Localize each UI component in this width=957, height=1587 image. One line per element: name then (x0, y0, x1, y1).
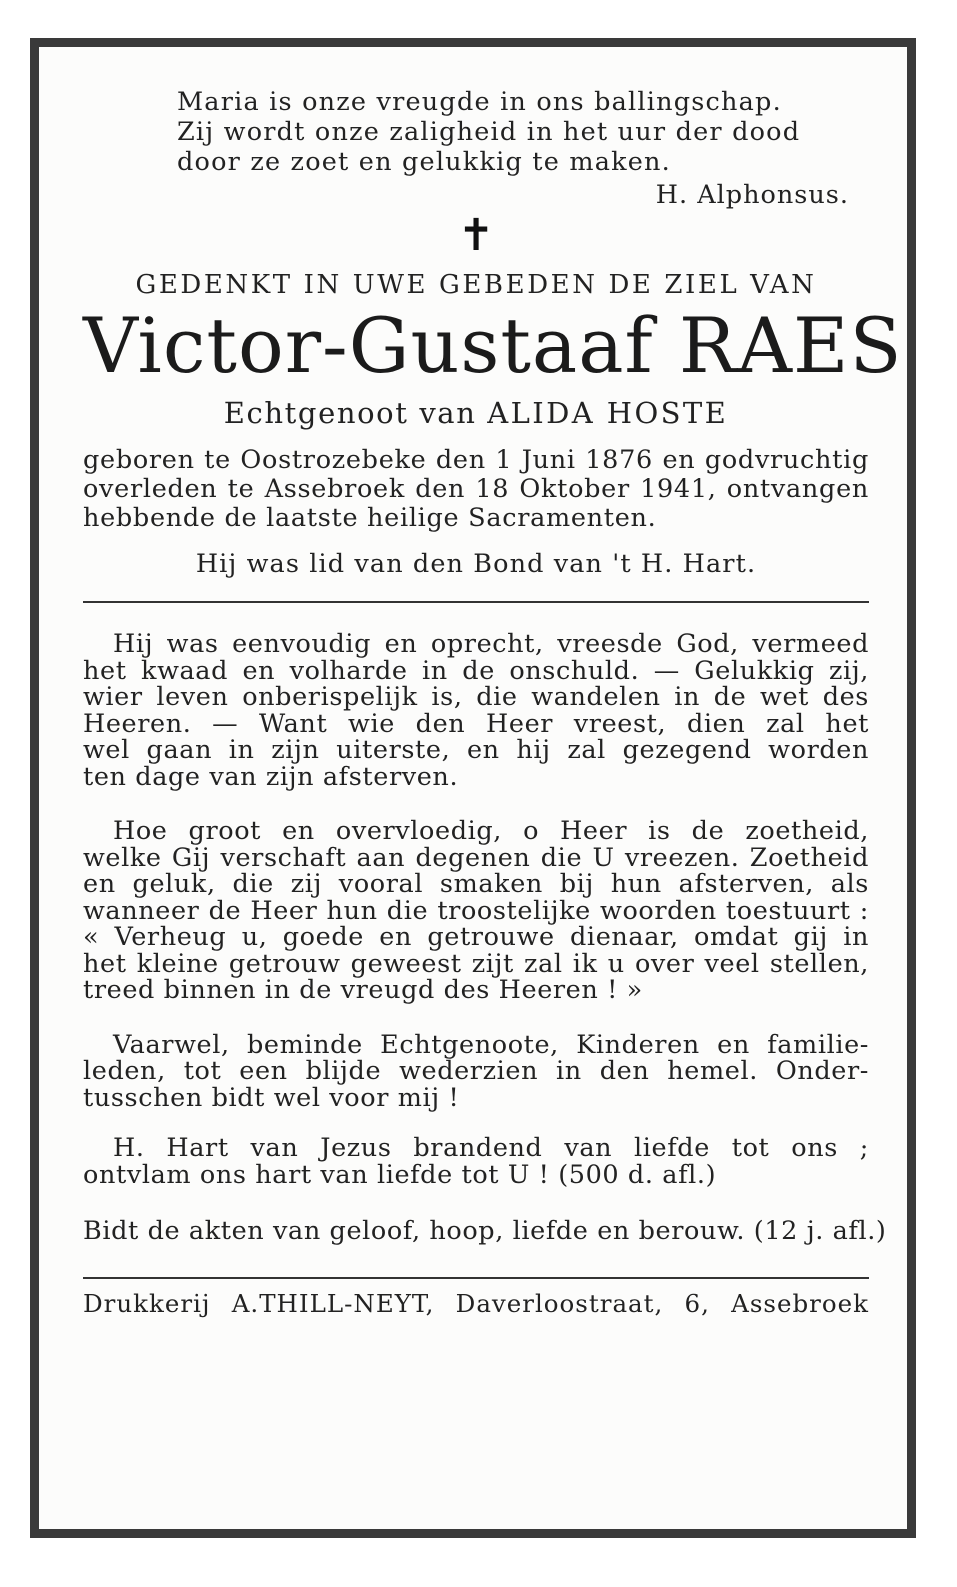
text-line: het kwaad en volharde in de onschuld. — Gelukkig zij, (83, 655, 869, 686)
spouse-name: ALIDA HOSTE (487, 396, 729, 430)
text-line: welke Gij verschaft aan degenen die U vreezen. Zoetheid (83, 842, 869, 873)
motto (177, 87, 869, 177)
text-line: Vaarwel, beminde Echtgenoote, Kinderen en familie- (113, 1029, 869, 1060)
text-line: wanneer de Heer hun die troostelijke woorden toestuurt : (83, 895, 869, 926)
text-line: H. Hart van Jezus brandend van liefde tot ons ; (113, 1133, 869, 1163)
spouse-prefix: Echtgenoot van (223, 396, 477, 430)
text-line: ontvlam ons hart van liefde tot U ! (500 d. afl.) (83, 1159, 717, 1190)
deceased-name (83, 300, 903, 392)
info-line: geboren te Oostrozebeke den 1 Juni 1876 en godvruchtig (83, 445, 869, 475)
card-content (83, 87, 903, 1318)
given-names: Victor-Gustaaf (83, 301, 654, 390)
memorial-card (30, 38, 916, 1538)
spouse-line (83, 396, 869, 430)
text-line: wier leven onberispelijk is, die wandelen in de wet des (83, 682, 869, 712)
paragraph-sweetness (83, 818, 869, 1004)
paragraph-farewell (83, 1029, 869, 1113)
motto-line: Zij wordt onze zaligheid in het uur der dood (177, 117, 801, 147)
info-line: overleden te Assebroek den 18 Oktober 1941, ontvangen (83, 474, 869, 504)
text-line: en geluk, die zij vooral smaken bij hun afsterven, als (83, 869, 869, 899)
motto-line: door ze zoet en gelukkig te maken. (177, 147, 671, 177)
motto-line: Maria is onze vreugde in ons ballingschap. (177, 87, 782, 117)
birth-death-info (83, 446, 869, 533)
paragraph-sacred-heart (83, 1135, 869, 1188)
paragraph-virtues (83, 631, 869, 790)
printer-credit: Drukkerij A.THILL-NEYT, Daverloostraat, 6, Assebroek (83, 1288, 869, 1318)
remembrance-heading: GEDENKT IN UWE GEBEDEN DE ZIEL VAN (135, 270, 817, 300)
membership-line: Hij was lid van den Bond van 't H. Hart. (195, 549, 757, 579)
text-line: treed binnen in de vreugd des Heeren ! » (83, 975, 643, 1005)
text-line: Bidt de akten van geloof, hoop, liefde en berouw. (12 j. afl.) (83, 1216, 887, 1246)
text-line: het kleine getrouw geweest zijt zal ik u over veel stellen, (83, 948, 869, 979)
text-line: wel gaan in zijn uiterste, en hij zal gezegend worden (83, 735, 869, 765)
text-line: Hoe groot en overvloedig, o Heer is de zoetheid, (113, 816, 869, 846)
surname: RAES (678, 301, 903, 390)
cross-icon: ✝ (457, 210, 495, 261)
divider (83, 601, 869, 603)
text-line: Heeren. — Want wie den Heer vreest, dien zal het (83, 708, 869, 739)
text-line: tusschen bidt wel voor mij ! (83, 1082, 460, 1113)
text-line: ten dage van zijn afsterven. (83, 761, 459, 792)
text-line: leden, tot een blijde wederzien in den hemel. Onder- (83, 1056, 869, 1086)
text-line: « Verheug u, goede en getrouwe dienaar, omdat gij in (83, 922, 869, 952)
divider (83, 1277, 869, 1279)
motto-source: H. Alphonsus. (655, 180, 849, 210)
closing-prayer (83, 1216, 887, 1246)
text-line: Hij was eenvoudig en oprecht, vreesde God, vermeed (113, 629, 869, 659)
info-line: hebbende de laatste heilige Sacramenten. (83, 503, 657, 533)
